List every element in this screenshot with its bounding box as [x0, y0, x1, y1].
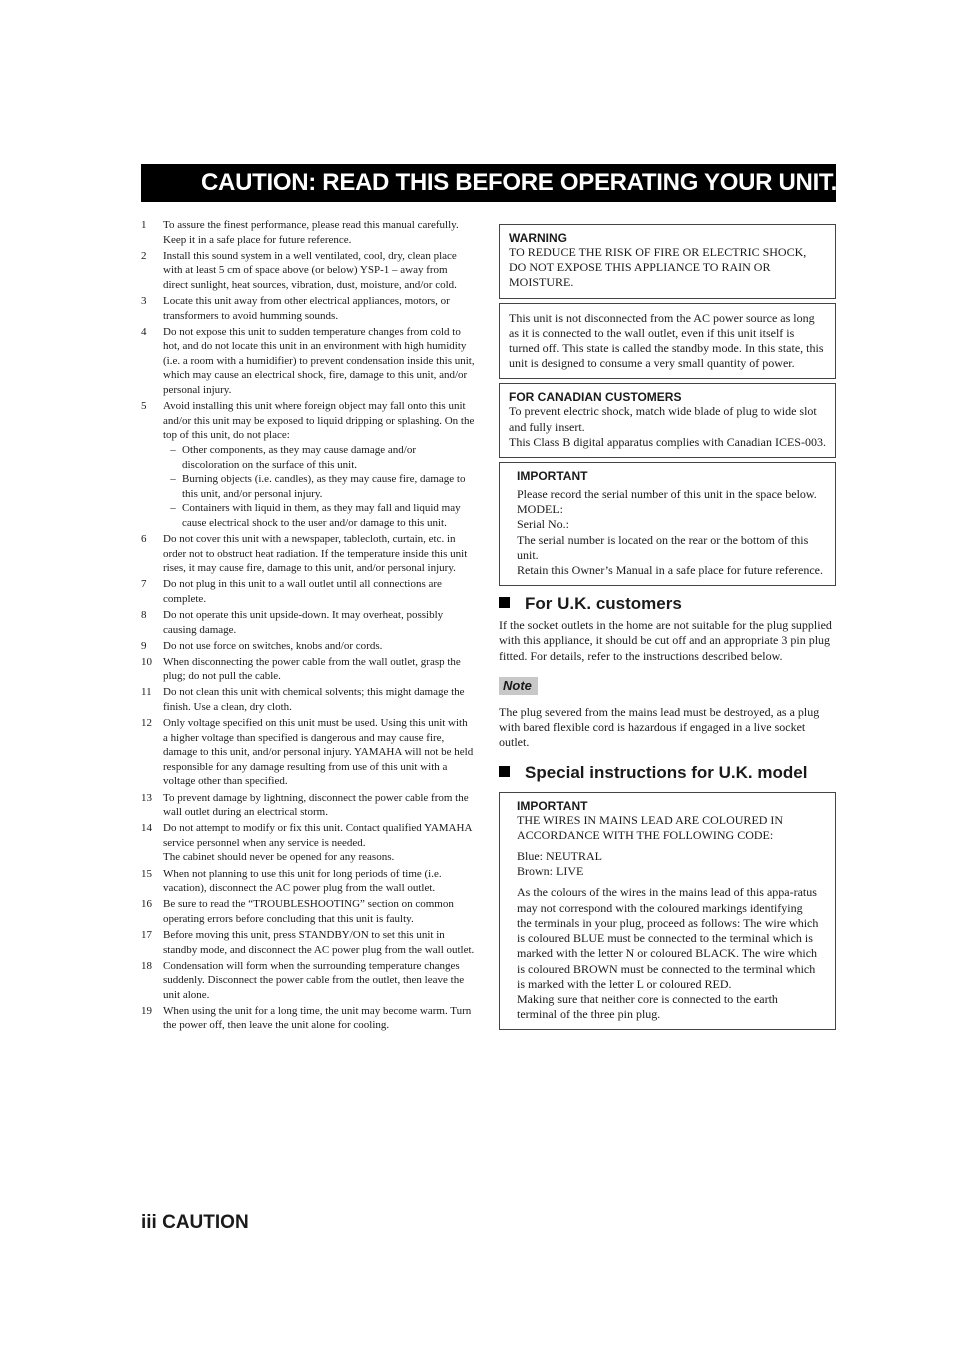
warning-heading: WARNING	[509, 231, 567, 245]
list-item-body	[163, 867, 475, 896]
list-item	[141, 399, 475, 530]
list-item-body	[163, 577, 475, 606]
caution-list	[141, 218, 475, 1035]
list-item-extra: The cabinet should never be opened for any reasons.	[163, 851, 395, 864]
list-item-body	[163, 608, 475, 637]
list-item	[141, 249, 475, 293]
list-item-body	[163, 716, 475, 789]
list-item-body	[163, 532, 475, 576]
serial-instruction: Please record the serial number of this unit in the space below.	[517, 487, 817, 502]
list-item	[141, 325, 475, 398]
list-item-body	[163, 1004, 475, 1033]
note-label: Note	[499, 677, 538, 695]
important-heading: IMPORTANT	[517, 469, 588, 484]
wire-instructions: As the colours of the wires in the mains lead of this appa-ratus may not correspond with the coloured markings identifying the terminals in your plug, proceed as follows: The wire which is coloured BLUE must be connected to the terminal which is marked with the letter N or coloured BLACK. The wire which is coloured BROWN must be connected to the terminal which is marked with the letter L or coloured RED.	[517, 885, 819, 991]
list-item-body	[163, 821, 475, 865]
list-item-number: 2	[141, 249, 147, 262]
list-item	[141, 532, 475, 576]
list-item	[141, 608, 475, 637]
list-item-number: 17	[141, 928, 152, 941]
model-field: MODEL:	[517, 502, 563, 517]
list-item-number: 10	[141, 655, 152, 668]
list-item-body	[163, 655, 475, 684]
list-item-text: When using the unit for a long time, the unit may become warm. Turn the power off, then leave the unit alone for cooling.	[163, 1004, 472, 1032]
list-item-number: 8	[141, 608, 147, 621]
list-item	[141, 791, 475, 820]
note-text: The plug severed from the mains lead must be destroyed, as a plug with bared flexible cord is hazardous if engaged in a live socket outlet.	[499, 705, 820, 750]
dash-bullet: –	[170, 502, 176, 515]
sub-list-item-text: Other components, as they may cause damage and/or discoloration on the surface of this unit.	[182, 443, 416, 471]
list-item	[141, 897, 475, 926]
list-item	[141, 294, 475, 323]
list-item-number: 18	[141, 959, 152, 972]
list-item-body	[163, 928, 475, 957]
sub-list-item-text: Burning objects (i.e. candles), as they may cause fire, damage to this unit, and/or personal injury.	[182, 473, 466, 500]
list-item-number: 6	[141, 532, 147, 545]
list-item-number: 3	[141, 294, 147, 307]
list-item-body	[163, 897, 475, 926]
list-item	[141, 577, 475, 606]
list-item-text: When disconnecting the power cable from the wall outlet, grasp the plug; do not pull the cable.	[163, 655, 461, 683]
serial-field: Serial No.:	[517, 517, 569, 532]
list-item-text: Only voltage specified on this unit must be used. Using this unit with a higher voltage than specified is dangerous and may cause fire, damage to this unit, and/or personal injury. YAMAHA will not be held responsible for any damage resulting from use of this unit with a voltage other than specified.	[163, 717, 474, 788]
list-item-text: Do not use force on switches, knobs and/or cords.	[163, 639, 383, 652]
list-item-body	[163, 791, 475, 820]
list-item-text: Do not attempt to modify or fix this unit. Contact qualified YAMAHA service personnel when any service is needed.	[163, 822, 472, 849]
list-item-text: Do not cover this unit with a newspaper, tablecloth, curtain, etc. in order not to obstruct heat radiation. If the temperature inside this unit rises, it may cause fire, damage to this unit, and/or personal injury.	[163, 532, 468, 575]
list-item-text: To prevent damage by lightning, disconnect the power cable from the wall outlet during an electrical storm.	[163, 791, 469, 819]
list-item-text: Do not operate this unit upside-down. It may overheat, possibly causing damage.	[163, 608, 444, 636]
serial-location: The serial number is located on the rear or the bottom of this unit.	[517, 532, 809, 562]
canadian-line1: To prevent electric shock, match wide blade of plug to wide slot and fully insert.	[509, 404, 817, 434]
square-bullet-icon	[499, 597, 510, 608]
standby-box	[499, 303, 836, 380]
list-item-text: When not planning to use this unit for long periods of time (i.e. vacation), disconnect the AC power plug from the wall outlet.	[163, 867, 442, 895]
list-item	[141, 867, 475, 896]
list-item-text: Condensation will form when the surrounding temperature changes suddenly. Disconnect the power cable from the outlet, then leave the unit alone.	[163, 959, 465, 1001]
earth-terminal-note: Making sure that neither core is connected to the earth terminal of the three pin plug.	[517, 991, 778, 1022]
list-item-text: Before moving this unit, press STANDBY/ON to set this unit in standby mode, and disconnect the AC power plug from the wall outlet.	[163, 928, 475, 956]
list-item-text: Avoid installing this unit where foreign object may fall onto this unit and/or this unit may be exposed to liquid dripping or splashing. On the top of this unit, do not place:	[163, 400, 475, 442]
list-item	[141, 959, 475, 1003]
dash-bullet: –	[170, 443, 176, 456]
list-item-number: 16	[141, 898, 152, 911]
list-item-text: Install this sound system in a well ventilated, cool, dry, clean place with at least 5 cm of space above (or below) YSP-1 – away from direct sunlight, heat sources, vibration, dust, moisture, and/or cold.	[163, 249, 457, 291]
list-item-body	[163, 294, 475, 323]
uk-customers-heading-text: For U.K. customers	[525, 594, 682, 614]
list-item	[141, 928, 475, 957]
list-item-text: Do not clean this unit with chemical solvents; this might damage the finish. Use a clean, dry cloth.	[163, 686, 465, 713]
list-item	[141, 639, 475, 654]
wire-brown: Brown: LIVE	[517, 864, 584, 879]
sub-list-item	[164, 501, 475, 530]
uk-customers-heading	[499, 594, 836, 614]
retain-manual: Retain this Owner’s Manual in a safe place for future reference.	[517, 563, 823, 578]
list-item-text: To assure the finest performance, please read this manual carefully. Keep it in a safe place for future reference.	[163, 219, 459, 246]
sub-list-item	[164, 472, 475, 501]
list-item-number: 15	[141, 867, 152, 880]
list-item-body	[163, 685, 475, 714]
list-item-number: 5	[141, 400, 147, 413]
uk-important-heading: IMPORTANT	[517, 798, 588, 813]
sub-list-item	[164, 443, 475, 472]
uk-model-heading	[499, 763, 836, 783]
list-item-body	[163, 959, 475, 1003]
list-item-text: Do not plug in this unit to a wall outlet until all connections are complete.	[163, 578, 442, 605]
list-item	[141, 655, 475, 684]
list-item-text: Locate this unit away from other electrical appliances, motors, or transformers to avoid humming sounds.	[163, 294, 450, 322]
wire-blue: Blue: NEUTRAL	[517, 849, 602, 864]
page-footer: iii CAUTION	[141, 1212, 249, 1233]
wire-code-text: THE WIRES IN MAINS LEAD ARE COLOURED IN ACCORDANCE WITH THE FOLLOWING CODE:	[517, 812, 784, 842]
right-column	[499, 224, 836, 1034]
list-item-number: 11	[141, 686, 152, 699]
page-title: CAUTION: READ THIS BEFORE OPERATING YOUR UNIT.	[141, 164, 836, 202]
list-item-number: 1	[141, 219, 147, 231]
list-item-body	[163, 249, 475, 293]
list-item-number: 14	[141, 822, 152, 835]
warning-box	[499, 224, 836, 299]
standby-text: This unit is not disconnected from the AC power source as long as it is connected to the wall outlet, even if this unit itself is turned off. This state is called the standby mode. In this state, this unit is designed to consume a very small quantity of power.	[509, 310, 824, 371]
list-item	[141, 685, 475, 714]
list-item-number: 7	[141, 578, 147, 591]
list-item-number: 4	[141, 325, 147, 338]
canadian-box	[499, 383, 836, 458]
list-item	[141, 716, 475, 789]
canadian-line2: This Class B digital apparatus complies with Canadian ICES-003.	[509, 434, 826, 449]
square-bullet-icon	[499, 766, 510, 777]
uk-customers-text: If the socket outlets in the home are not suitable for the plug supplied with this appliance, it should be cut off and an appropriate 3 pin plug fitted. For details, refer to the instructions described below.	[499, 618, 832, 663]
list-item-number: 9	[141, 639, 147, 652]
list-item	[141, 1004, 475, 1033]
list-item-body	[163, 325, 475, 398]
uk-model-heading-text: Special instructions for U.K. model	[525, 762, 808, 782]
list-item	[141, 821, 475, 865]
canadian-heading: FOR CANADIAN CUSTOMERS	[509, 390, 682, 405]
list-item	[141, 218, 475, 247]
list-item-number: 19	[141, 1004, 152, 1017]
list-item-body	[163, 218, 475, 247]
dash-bullet: –	[170, 473, 176, 486]
list-item-body	[163, 399, 475, 530]
list-item-body	[163, 639, 475, 654]
list-item-number: 13	[141, 791, 152, 804]
list-item-text: Do not expose this unit to sudden temperature changes from cold to hot, and do not locate this unit in an environment with high humidity (i.e. a room with a humidifier) to prevent condensation inside this unit, which may cause an electrical shock, fire, damage to this unit, and/or personal injury.	[163, 325, 475, 397]
list-item-number: 12	[141, 717, 152, 730]
warning-text: TO REDUCE THE RISK OF FIRE OR ELECTRIC SHOCK, DO NOT EXPOSE THIS APPLIANCE TO RAIN OR MOISTURE.	[509, 245, 807, 290]
uk-important-box	[499, 792, 836, 1031]
sub-list-item-text: Containers with liquid in them, as they may fall and liquid may cause electrical shock to the user and/or damage to this unit.	[182, 502, 461, 529]
list-item-text: Be sure to read the “TROUBLESHOOTING” section on common operating errors before concluding that this unit is faulty.	[163, 898, 454, 925]
important-serial-box	[499, 462, 836, 586]
